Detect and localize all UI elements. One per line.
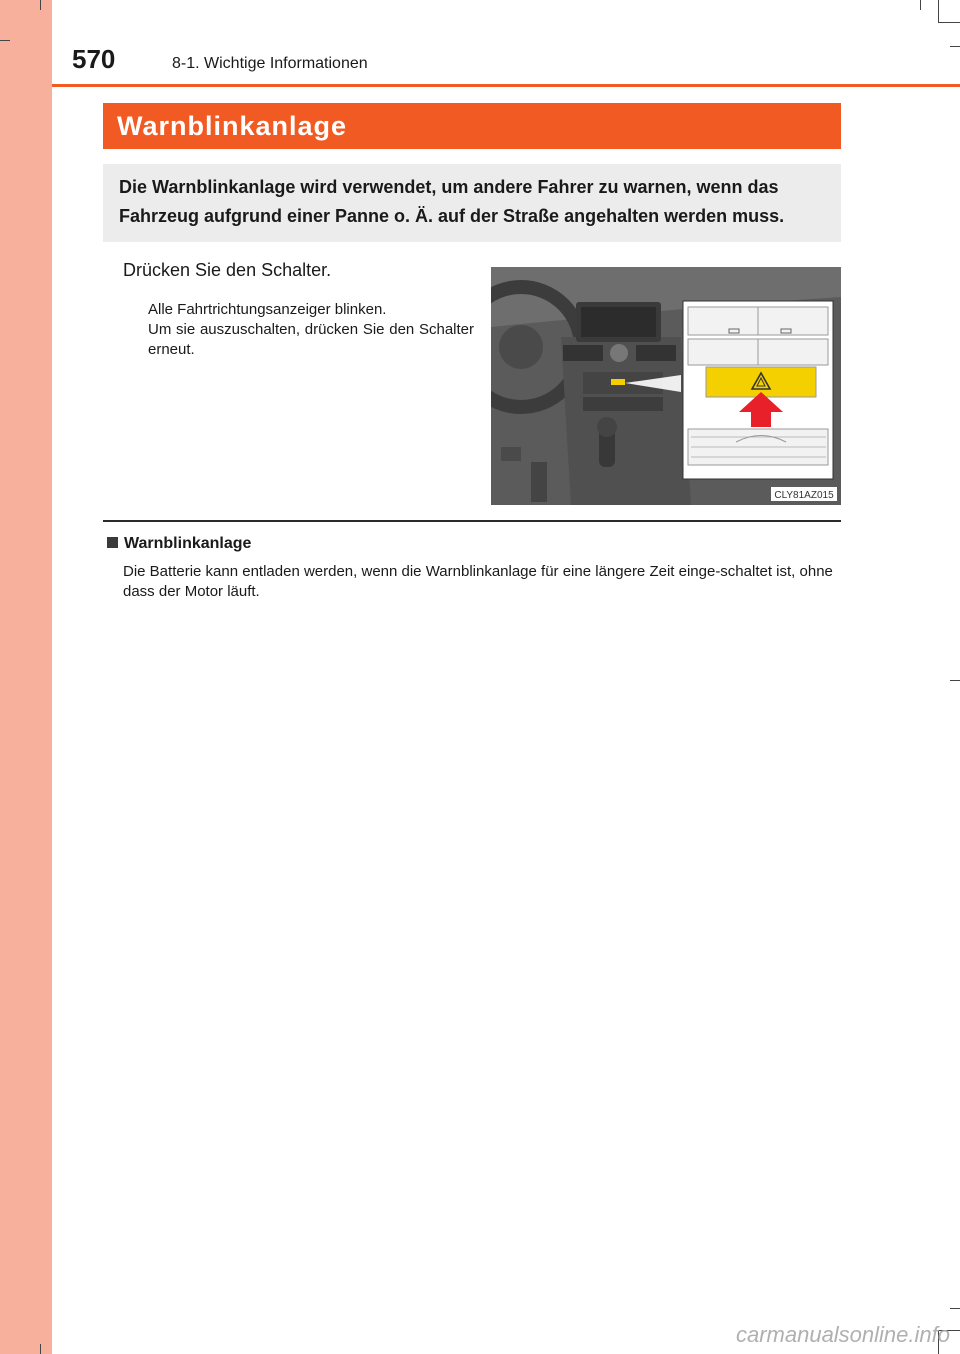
step-note-line: Um sie auszuschalten, drücken Sie den Schalter erneut. [148,321,474,358]
step-note [148,300,474,360]
page-number: 570 [72,44,116,74]
crop-mark [950,46,960,47]
title-banner [103,103,841,149]
note-heading [107,535,251,553]
step-instruction: Drücken Sie den Schalter. [123,260,332,280]
crop-mark [0,40,10,41]
hazard-button-small [611,379,625,385]
crop-mark [920,0,921,10]
crop-mark [938,22,960,23]
section-title: 8-1. Wichtige Informationen [172,55,368,72]
crop-mark [938,0,939,22]
step-note-line: Alle Fahrtrichtungsanzeiger blinken. [148,301,387,318]
crop-mark [40,0,41,10]
dashboard-drawing [491,267,841,505]
page-title: Warnblinkanlage [117,111,348,141]
watermark: carmanualsonline.info [735,1322,950,1347]
intro-text: Die Warnblinkanlage wird verwendet, um andere Fahrer zu warnen, wenn das Fahrzeug aufgrund einer Panne o. Ä. auf der Straße angehalten werden muss. [119,177,785,226]
crop-mark [950,1308,960,1309]
header-rule [52,84,960,87]
intro-box [103,164,841,242]
crop-mark [950,680,960,681]
illustration-code: CLY81AZ015 [774,490,834,501]
crop-mark [40,1344,41,1354]
square-bullet-icon [107,537,118,548]
side-tab [0,0,52,1354]
section-divider [103,520,841,522]
dashboard-illustration [491,267,841,505]
note-body: Die Batterie kann entladen werden, wenn die Warnblinkanlage für eine längere Zeit einge-schaltet ist, ohne dass der Motor läuft. [123,563,833,600]
note-heading-text: Warnblinkanlage [124,535,252,552]
